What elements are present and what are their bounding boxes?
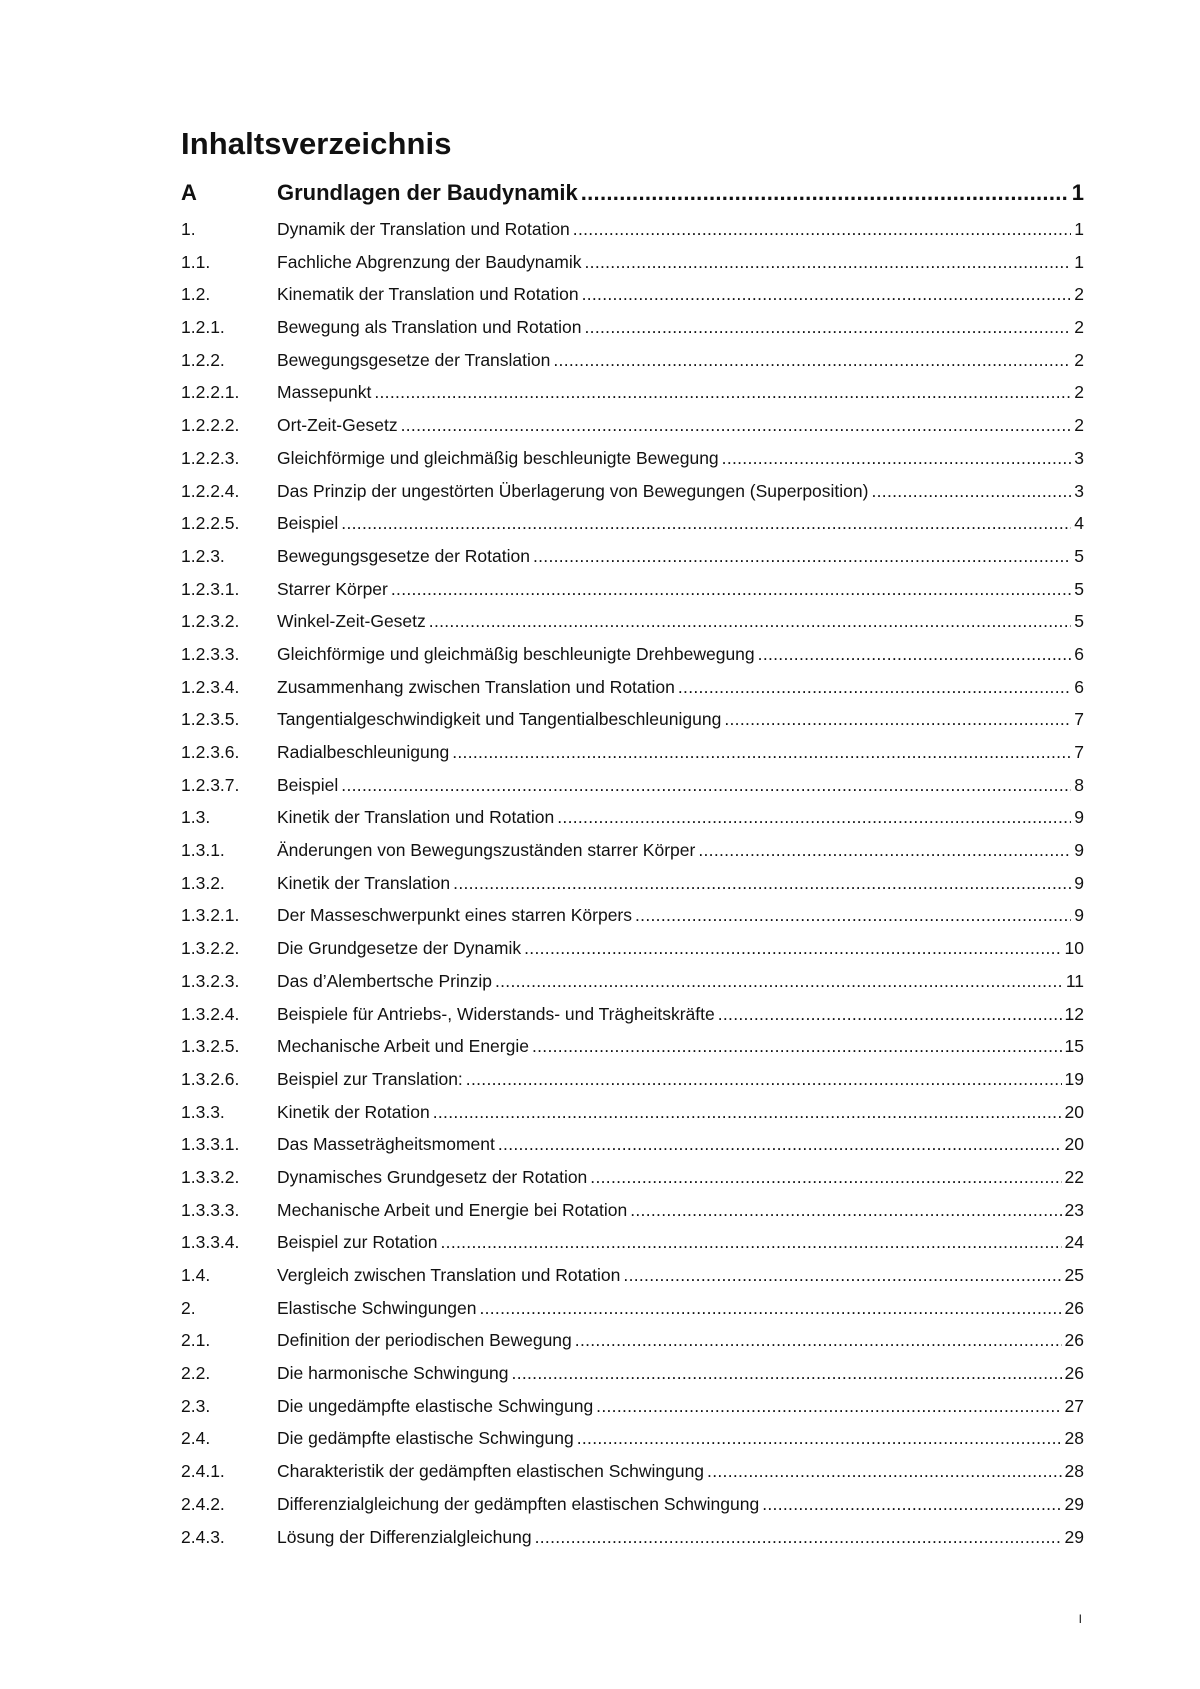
toc-entry-title: Starrer Körper: [277, 578, 388, 599]
toc-entry-leader: [582, 278, 1072, 311]
toc-entry-page: 5: [1074, 611, 1084, 632]
toc-entry[interactable]: [181, 605, 1084, 638]
toc-entry-number: 2.: [181, 1297, 196, 1318]
toc-entry-title: Mechanische Arbeit und Energie bei Rotation: [277, 1199, 628, 1220]
toc-entry-title: Definition der periodischen Bewegung: [277, 1330, 572, 1351]
toc-entry-leader: [452, 736, 1071, 769]
toc-entry-page: 28: [1064, 1428, 1084, 1449]
toc-entry-leader: [391, 573, 1071, 606]
toc-entry[interactable]: [181, 540, 1084, 573]
toc-entry-leader: [512, 1357, 1062, 1390]
toc-entry-title: Vergleich zwischen Translation und Rotation: [277, 1265, 621, 1285]
toc-entry-page: 12: [1064, 1003, 1084, 1024]
toc-entry-leader: [433, 1096, 1062, 1129]
toc-entry-title: Elastische Schwingungen: [277, 1297, 477, 1318]
toc-entry-number: 1.3.1.: [181, 840, 225, 861]
toc-entry-title: Ort-Zeit-Gesetz: [277, 415, 398, 436]
toc-entry-number: 1.2.2.1.: [181, 382, 240, 403]
toc-entry-title: Dynamik der Translation und Rotation: [277, 219, 570, 239]
toc-entry-number: 1.1.: [181, 251, 211, 272]
toc-entry-number: 1.3.3.1.: [181, 1134, 240, 1155]
toc-entry-page: 2: [1074, 317, 1084, 338]
toc-entry-page: 26: [1064, 1330, 1084, 1351]
toc-entry[interactable]: [181, 475, 1084, 508]
toc-entry-title: Kinetik der Translation: [277, 872, 451, 893]
toc-entry[interactable]: [181, 278, 1084, 311]
toc-entry-title: Lösung der Differenzialgleichung: [277, 1526, 532, 1547]
toc-entry-page: 8: [1074, 774, 1084, 795]
toc-entry-leader: [758, 638, 1072, 671]
toc-entry-leader: [495, 965, 1063, 998]
toc-entry[interactable]: [181, 769, 1084, 802]
toc-entry-title: Gleichförmige und gleichmäßig beschleunigte Bewegung: [277, 447, 719, 468]
toc-entry-page: 2: [1074, 415, 1084, 436]
toc-entry-number: 1.3.2.6.: [181, 1068, 240, 1089]
toc-entry-page: 6: [1074, 643, 1084, 664]
toc-entry-page: 24: [1064, 1232, 1084, 1253]
toc-entry-title: Kinetik der Translation und Rotation: [277, 807, 555, 828]
toc-entry[interactable]: [181, 213, 1084, 246]
toc-entry-page: 15: [1064, 1036, 1084, 1057]
toc-entry-leader: [623, 1259, 1061, 1292]
toc-entry-number: 1.4.: [181, 1265, 211, 1285]
toc-entry[interactable]: [181, 867, 1084, 900]
toc-entry-title: Das d’Alembertsche Prinzip: [277, 970, 492, 991]
toc-entry[interactable]: [181, 1226, 1084, 1259]
toc-entry[interactable]: [181, 1292, 1084, 1325]
toc-entry-page: 27: [1064, 1395, 1084, 1416]
toc-entry-title: Grundlagen der Baudynamik: [277, 180, 578, 205]
toc-entry-page: 10: [1064, 938, 1084, 959]
toc-entry-title: Bewegungsgesetze der Rotation: [277, 545, 530, 566]
toc-entry-title: Radialbeschleunigung: [277, 742, 450, 762]
toc-entry-number: 1.2.3.3.: [181, 643, 240, 664]
toc-entry-page: 2: [1074, 349, 1084, 370]
toc-entry-leader: [466, 1063, 1062, 1096]
toc-entry-page: 28: [1064, 1461, 1084, 1482]
toc-entry-title: Die gedämpfte elastische Schwingung: [277, 1428, 574, 1449]
toc-entry[interactable]: [181, 376, 1084, 409]
toc-entry-page: 6: [1074, 676, 1084, 697]
toc-list: [181, 172, 1084, 1553]
toc-entry-title: Änderungen von Bewegungszuständen starrer Körper: [277, 840, 696, 861]
toc-entry-number: 1.2.1.: [181, 317, 225, 338]
toc-entry-number: 2.4.: [181, 1428, 211, 1449]
toc-entry-number: 1.3.2.1.: [181, 905, 240, 926]
toc-entry-leader: [707, 1455, 1061, 1488]
toc-entry[interactable]: [181, 409, 1084, 442]
toc-entry-leader: [585, 311, 1072, 344]
toc-entry-title: Beispiele für Antriebs-, Widerstands- und Trägheitskräfte: [277, 1003, 715, 1024]
toc-entry-title: Das Prinzip der ungestörten Überlagerung von Bewegungen (Superposition): [277, 480, 869, 501]
toc-entry-number: 1.3.3.3.: [181, 1199, 240, 1220]
toc-entry-page: 2: [1074, 382, 1084, 403]
toc-entry[interactable]: [181, 801, 1084, 834]
toc-entry-leader: [678, 671, 1071, 704]
toc-entry-number: 1.3.2.5.: [181, 1036, 240, 1057]
toc-entry-page: 26: [1064, 1363, 1084, 1384]
toc-entry-title: Der Masseschwerpunkt eines starren Körpers: [277, 905, 633, 926]
toc-entry-number: 1.3.2.3.: [181, 970, 240, 991]
toc-entry-page: 9: [1074, 807, 1084, 828]
page-number: I: [1078, 1612, 1082, 1626]
toc-entry-title: Beispiel: [277, 513, 339, 534]
toc-entry-leader: [577, 1422, 1062, 1455]
toc-entry-number: 1.2.2.3.: [181, 447, 240, 468]
toc-entry[interactable]: [181, 1521, 1084, 1554]
toc-entry[interactable]: [181, 1390, 1084, 1423]
toc-entry[interactable]: [181, 1128, 1084, 1161]
toc-entry-number: 2.3.: [181, 1395, 211, 1416]
toc-entry-title: Charakteristik der gedämpften elastischen Schwingung: [277, 1461, 705, 1482]
toc-entry-number: 1.3.3.4.: [181, 1232, 240, 1253]
toc-entry-page: 23: [1064, 1199, 1084, 1220]
toc-entry-leader: [871, 475, 1071, 508]
toc-entry-title: Kinematik der Translation und Rotation: [277, 284, 579, 305]
toc-entry-title: Tangentialgeschwindigkeit und Tangentialbeschleunigung: [277, 709, 722, 730]
toc-entry[interactable]: [181, 1096, 1084, 1129]
toc-entry[interactable]: [181, 442, 1084, 475]
toc-entry-leader: [401, 409, 1072, 442]
toc-entry-page: 4: [1074, 513, 1084, 534]
toc-entry-leader: [722, 442, 1072, 475]
toc-entry-number: 1.3.3.: [181, 1101, 225, 1122]
toc-entry-number: 1.2.3.2.: [181, 611, 240, 632]
toc-entry-leader: [630, 1194, 1061, 1227]
toc-entry-title: Beispiel: [277, 774, 339, 795]
toc-title: Inhaltsverzeichnis: [181, 126, 452, 161]
toc-entry-page: 1: [1071, 180, 1084, 205]
toc-entry[interactable]: [181, 573, 1084, 606]
toc-entry-title: Beispiel zur Rotation: [277, 1232, 438, 1253]
toc-entry[interactable]: [181, 703, 1084, 736]
toc-entry-leader: [341, 769, 1071, 802]
toc-entry-page: 29: [1064, 1493, 1084, 1514]
toc-entry[interactable]: [181, 1063, 1084, 1096]
toc-entry-page: 22: [1064, 1166, 1084, 1187]
toc-entry-page: 20: [1064, 1134, 1084, 1155]
toc-entry[interactable]: [181, 311, 1084, 344]
toc-entry-title: Gleichförmige und gleichmäßig beschleunigte Drehbewegung: [277, 643, 755, 664]
toc-entry-leader: [573, 213, 1071, 246]
toc-entry[interactable]: [181, 1030, 1084, 1063]
toc-entry[interactable]: [181, 1259, 1084, 1292]
toc-entry-title: Bewegung als Translation und Rotation: [277, 317, 582, 338]
toc-entry-page: 11: [1065, 970, 1084, 991]
toc-entry-number: 1.2.3.7.: [181, 774, 240, 795]
toc-entry-title: Massepunkt: [277, 382, 372, 403]
toc-entry-leader: [724, 703, 1071, 736]
toc-entry-page: 9: [1074, 905, 1084, 926]
toc-entry-leader: [374, 376, 1071, 409]
toc-entry-page: 3: [1074, 480, 1084, 501]
toc-entry[interactable]: [181, 834, 1084, 867]
toc-entry-page: 1: [1074, 251, 1084, 272]
toc-entry-title: Winkel-Zeit-Gesetz: [277, 611, 426, 632]
toc-entry-leader: [453, 867, 1071, 900]
toc-entry-page: 20: [1064, 1101, 1084, 1122]
toc-entry-number: 2.4.1.: [181, 1461, 225, 1482]
toc-entry[interactable]: [181, 1488, 1084, 1521]
toc-entry-title: Kinetik der Rotation: [277, 1101, 430, 1122]
toc-entry-number: 2.2.: [181, 1363, 211, 1384]
toc-entry-leader: [524, 932, 1061, 965]
toc-entry-page: 29: [1064, 1526, 1084, 1547]
toc-entry[interactable]: [181, 1194, 1084, 1227]
toc-entry[interactable]: [181, 932, 1084, 965]
toc-entry[interactable]: [181, 1455, 1084, 1488]
toc-entry-title: Die Grundgesetze der Dynamik: [277, 938, 522, 959]
toc-entry-title: Die harmonische Schwingung: [277, 1363, 509, 1384]
toc-entry-leader: [635, 899, 1071, 932]
toc-entry-page: 7: [1074, 742, 1084, 762]
toc-entry-page: 1: [1074, 219, 1084, 239]
toc-entry-page: 9: [1074, 840, 1084, 861]
toc-entry-leader: [590, 1161, 1061, 1194]
toc-entry[interactable]: [181, 965, 1084, 998]
toc-entry-leader: [575, 1324, 1062, 1357]
toc-entry-leader: [553, 344, 1071, 377]
toc-entry-leader: [479, 1292, 1061, 1325]
toc-entry-number: 2.4.2.: [181, 1493, 225, 1514]
toc-chapter-entry[interactable]: [181, 172, 1084, 213]
toc-entry-number: 1.2.3.5.: [181, 709, 240, 730]
toc-entry-page: 5: [1074, 578, 1084, 599]
toc-entry-title: Fachliche Abgrenzung der Baudynamik: [277, 251, 582, 272]
toc-entry-number: 1.2.2.: [181, 349, 225, 370]
toc-entry-number: 2.1.: [181, 1330, 211, 1351]
toc-entry-number: 1.3.: [181, 807, 211, 828]
toc-entry-number: 1.2.2.4.: [181, 480, 240, 501]
toc-entry-leader: [762, 1488, 1061, 1521]
toc-entry-number: 1.3.2.4.: [181, 1003, 240, 1024]
toc-entry-leader: [341, 507, 1071, 540]
toc-entry[interactable]: [181, 1422, 1084, 1455]
toc-entry-title: Das Masseträgheitsmoment: [277, 1134, 495, 1155]
toc-entry-number: 1.2.3.4.: [181, 676, 240, 697]
toc-entry-title: Die ungedämpfte elastische Schwingung: [277, 1395, 594, 1416]
toc-entry[interactable]: [181, 998, 1084, 1031]
toc-entry-page: 7: [1074, 709, 1084, 730]
toc-entry-number: 1.2.3.6.: [181, 742, 240, 762]
toc-entry-leader: [429, 605, 1071, 638]
toc-entry-leader: [441, 1226, 1062, 1259]
toc-entry[interactable]: [181, 507, 1084, 540]
toc-entry-page: 3: [1074, 447, 1084, 468]
toc-entry-page: 25: [1064, 1265, 1084, 1285]
toc-entry-page: 5: [1074, 545, 1084, 566]
toc-entry-title: Differenzialgleichung der gedämpften elastischen Schwingung: [277, 1493, 760, 1514]
toc-entry-title: Zusammenhang zwischen Translation und Rotation: [277, 676, 675, 697]
toc-entry-page: 19: [1064, 1068, 1084, 1089]
toc-entry-number: A: [181, 180, 197, 205]
toc-entry-leader: [498, 1128, 1062, 1161]
toc-entry-title: Bewegungsgesetze der Translation: [277, 349, 551, 370]
toc-entry-title: Dynamisches Grundgesetz der Rotation: [277, 1166, 588, 1187]
toc-entry[interactable]: [181, 671, 1084, 704]
toc-entry[interactable]: [181, 344, 1084, 377]
toc-entry[interactable]: [181, 1161, 1084, 1194]
toc-entry-leader: [535, 1521, 1062, 1554]
toc-entry[interactable]: [181, 899, 1084, 932]
toc-entry[interactable]: [181, 736, 1084, 769]
toc-entry-leader: [581, 172, 1069, 213]
toc-entry-number: 1.2.2.2.: [181, 415, 240, 436]
toc-entry[interactable]: [181, 638, 1084, 671]
toc-entry-leader: [533, 540, 1071, 573]
toc-entry-leader: [585, 246, 1072, 279]
toc-entry[interactable]: [181, 1324, 1084, 1357]
toc-entry-page: 26: [1064, 1297, 1084, 1318]
toc-entry-number: 1.3.2.: [181, 872, 225, 893]
toc-entry-page: 2: [1074, 284, 1084, 305]
toc-entry-number: 2.4.3.: [181, 1526, 225, 1547]
toc-entry-number: 1.3.3.2.: [181, 1166, 240, 1187]
toc-entry-title: Mechanische Arbeit und Energie: [277, 1036, 529, 1057]
toc-entry-number: 1.3.2.2.: [181, 938, 240, 959]
toc-entry-leader: [532, 1030, 1062, 1063]
toc-entry-number: 1.: [181, 219, 196, 239]
toc-entry-number: 1.2.2.5.: [181, 513, 240, 534]
toc-entry-title: Beispiel zur Translation:: [277, 1068, 463, 1089]
toc-entry-number: 1.2.3.1.: [181, 578, 240, 599]
toc-entry-leader: [596, 1390, 1061, 1423]
toc-entry-page: 9: [1074, 872, 1084, 893]
toc-entry-leader: [557, 801, 1071, 834]
toc-entry-leader: [698, 834, 1071, 867]
toc-entry[interactable]: [181, 246, 1084, 279]
toc-entry-number: 1.2.: [181, 284, 211, 305]
toc-entry[interactable]: [181, 1357, 1084, 1390]
toc-entry-leader: [718, 998, 1062, 1031]
toc-entry-number: 1.2.3.: [181, 545, 225, 566]
